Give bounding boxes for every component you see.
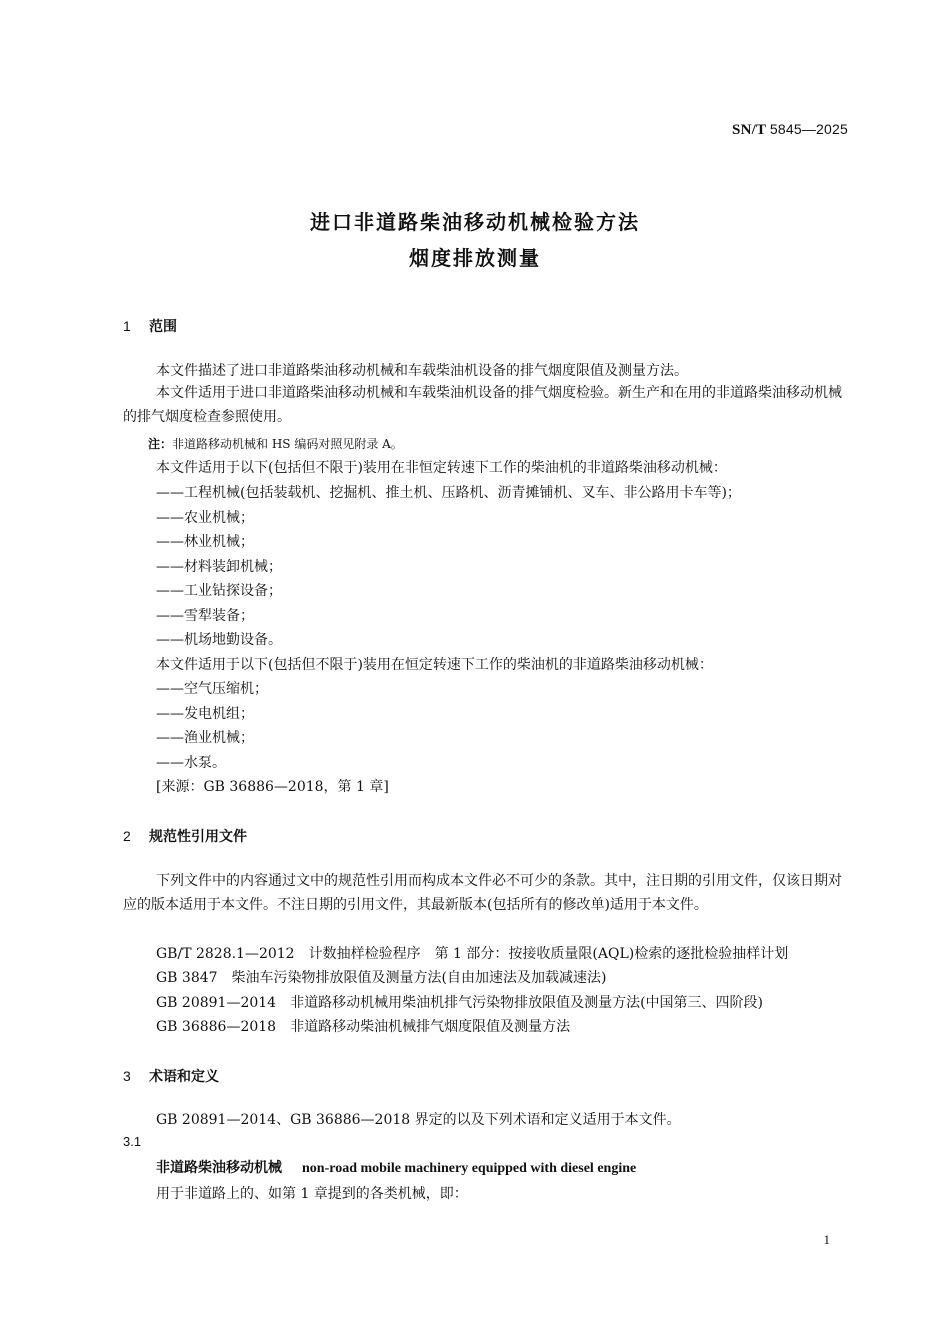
term-chinese: 非道路柴油移动机械 xyxy=(156,1160,282,1176)
list-item: ——发电机组； xyxy=(156,706,254,722)
term-definition: 用于非道路上的、如第 1 章提到的各类机械，即： xyxy=(156,1186,468,1202)
section-1-paragraph-4: 本文件适用于以下(包括但不限于)装用在恒定转速下工作的柴油机的非道路柴油移动机械： xyxy=(156,657,713,673)
section-3-number: 3 xyxy=(123,1068,131,1084)
section-2-paragraph-1: 下列文件中的内容通过文中的规范性引用而构成本文件必不可少的条款。其中，注日期的引用文件，仅该日期对应的版本适用于本文件。不注日期的引用文件，其最新版本(包括所有的修改单)适用于本文件。 xyxy=(123,873,842,913)
list-item: ——工业钻探设备； xyxy=(156,583,282,599)
section-1-title: 范围 xyxy=(149,319,177,335)
section-1-paragraph-1: 本文件描述了进口非道路柴油移动机械和车载柴油机设备的排气烟度限值及测量方法。 xyxy=(156,363,688,379)
section-2-heading xyxy=(123,826,247,846)
note-label: 注： xyxy=(148,437,173,451)
list-item: ——材料装卸机械； xyxy=(156,559,282,575)
section-1-note xyxy=(148,435,403,452)
document-title-line2: 烟度排放测量 xyxy=(409,246,541,270)
list-item: ——农业机械； xyxy=(156,510,254,526)
section-2-title: 规范性引用文件 xyxy=(149,829,247,845)
document-title-line1: 进口非道路柴油移动机械检验方法 xyxy=(310,210,640,234)
section-3-title: 术语和定义 xyxy=(149,1069,219,1085)
list-item: ——渔业机械； xyxy=(156,730,254,746)
note-text: 非道路移动机械和 HS 编码对照见附录 A。 xyxy=(172,437,403,451)
reference-item: GB 20891—2014 非道路移动机械用柴油机排气污染物排放限值及测量方法(中国第三、四阶段) xyxy=(156,995,764,1011)
list-item: ——水泵。 xyxy=(156,755,226,771)
list-item: ——雪犁装备； xyxy=(156,608,254,624)
section-1-number: 1 xyxy=(123,318,131,334)
list-item: ——林业机械； xyxy=(156,534,254,550)
list-item: ——机场地勤设备。 xyxy=(156,632,282,648)
section-1-paragraph-2: 本文件适用于进口非道路柴油移动机械和车载柴油机设备的排气烟度检验。新生产和在用的非道路柴油移动机械的排气烟度检查参照使用。 xyxy=(123,385,842,425)
list-item: ——空气压缩机； xyxy=(156,681,268,697)
reference-item: GB 36886—2018 非道路移动柴油机械排气烟度限值及测量方法 xyxy=(156,1019,571,1035)
section-1-paragraph-3: 本文件适用于以下(包括但不限于)装用在非恒定转速下工作的柴油机的非道路柴油移动机械： xyxy=(156,460,727,476)
reference-item: GB/T 2828.1—2012 计数抽样检验程序 第 1 部分：按接收质量限(AQL)检索的逐批检验抽样计划 xyxy=(156,946,789,962)
section-1-heading xyxy=(123,316,177,336)
term-english: non-road mobile machinery equipped with diesel engine xyxy=(302,1161,637,1176)
list-item: ——工程机械(包括装载机、挖掘机、推土机、压路机、沥青摊铺机、叉车、非公路用卡车等)； xyxy=(156,485,741,501)
section-3-heading xyxy=(123,1066,219,1086)
subsection-3-1-number: 3.1 xyxy=(123,1134,142,1149)
section-1-source: [来源：GB 36886—2018，第 1 章] xyxy=(156,779,389,795)
reference-item: GB 3847 柴油车污染物排放限值及测量方法(自由加速法及加载减速法) xyxy=(156,970,607,986)
document-code-number: 5845—2025 xyxy=(769,121,848,137)
section-3-paragraph-1: GB 20891—2014、GB 36886—2018 界定的以及下列术语和定义适用于本文件。 xyxy=(156,1112,681,1128)
section-2-number: 2 xyxy=(123,828,131,844)
page-number: 1 xyxy=(823,1232,830,1247)
document-code xyxy=(732,121,848,139)
term-entry xyxy=(156,1157,636,1177)
document-code-prefix: SN/T xyxy=(732,122,767,138)
